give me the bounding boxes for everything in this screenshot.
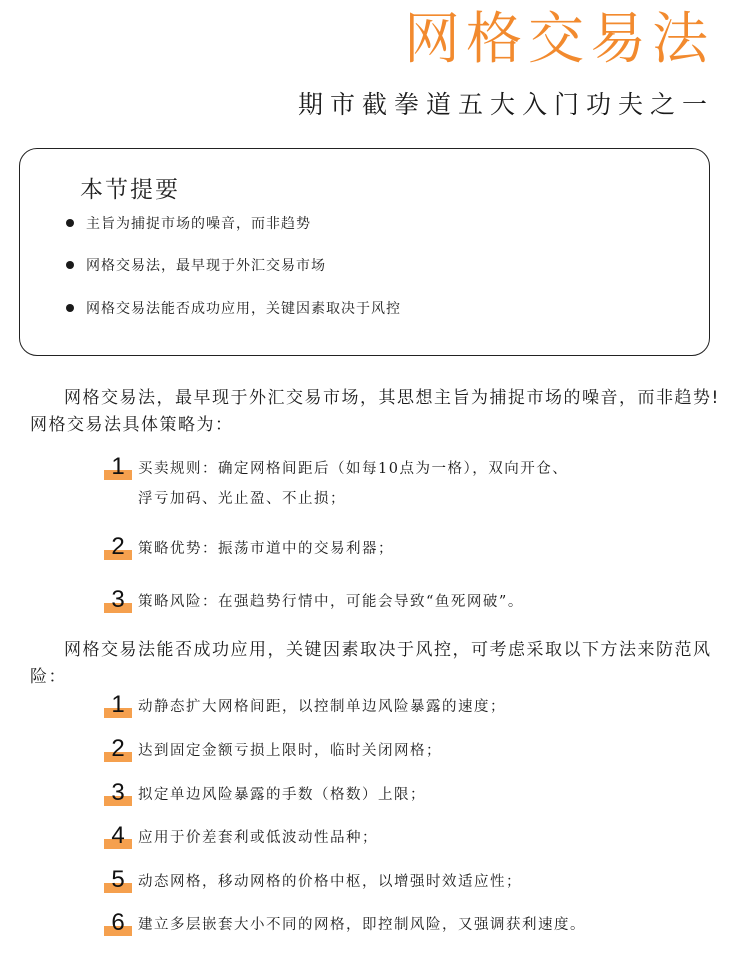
summary-item-text: 网格交易法，最早现于外汇交易市场: [86, 258, 326, 274]
number-marker: [104, 779, 132, 808]
strategy-line-1: 策略优势：振荡市道中的交易利器；: [138, 541, 394, 557]
summary-box: [19, 148, 710, 356]
method-item: [104, 691, 506, 722]
page-subtitle: 期市截拳道五大入门功夫之一: [297, 90, 714, 119]
strategy-line-1: 策略风险：在强趋势行情中，可能会导致“鱼死网破”。: [138, 594, 524, 610]
bullet-icon: [66, 261, 74, 269]
marker-number: 3: [111, 586, 125, 613]
marker-number: 4: [111, 822, 125, 849]
strategy-line-2: 浮亏加码、光止盈、不止损；: [138, 491, 346, 507]
number-marker: [104, 909, 132, 938]
intro-paragraph: 网格交易法，最早现于外汇交易市场，其思想主旨为捕捉市场的噪音，而非趋势!网格交易法具体策略为：: [30, 388, 720, 435]
marker-number: 1: [111, 691, 125, 718]
method-item: [104, 735, 442, 766]
method-text: 达到固定金额亏损上限时，临时关闭网格；: [138, 743, 442, 759]
summary-item-text: 主旨为捕捉市场的噪音，而非趋势: [86, 216, 311, 232]
number-marker: [104, 735, 132, 764]
strategy-text: [138, 534, 394, 564]
marker-number: 1: [111, 453, 125, 480]
summary-item: [66, 213, 311, 233]
strategy-item: [104, 453, 569, 514]
number-marker: [104, 533, 132, 562]
method-item: [104, 822, 378, 853]
number-marker: [104, 866, 132, 895]
marker-number: 2: [111, 735, 125, 762]
bullet-icon: [66, 304, 74, 312]
method-text: 动态网格，移动网格的价格中枢，以增强时效适应性；: [138, 874, 522, 890]
method-item: [104, 866, 522, 897]
method-item: [104, 909, 586, 940]
risk-paragraph: 网格交易法能否成功应用，关键因素取决于风控，可考虑采取以下方法来防范风险：: [30, 640, 712, 687]
number-marker: [104, 453, 132, 482]
method-text: 应用于价差套利或低波动性品种；: [138, 830, 378, 846]
summary-item-text: 网格交易法能否成功应用，关键因素取决于风控: [86, 301, 401, 317]
page-title: 网格交易法: [404, 7, 714, 72]
marker-number: 6: [111, 909, 125, 936]
marker-number: 3: [111, 779, 125, 806]
method-text: 建立多层嵌套大小不同的网格，即控制风险，又强调获利速度。: [138, 917, 586, 933]
method-item: [104, 779, 426, 810]
marker-number: 5: [111, 866, 125, 893]
summary-item: [66, 255, 326, 275]
number-marker: [104, 586, 132, 615]
strategy-item: [104, 586, 524, 617]
summary-heading: 本节提要: [80, 177, 180, 203]
strategy-text: [138, 454, 568, 514]
strategy-text: [138, 587, 524, 617]
strategy-item: [104, 533, 394, 564]
method-text: 动静态扩大网格间距，以控制单边风险暴露的速度；: [138, 699, 506, 715]
marker-number: 2: [111, 533, 125, 560]
strategy-line-1: 买卖规则：确定网格间距后（如每10点为一格），双向开仓、: [138, 461, 569, 477]
bullet-icon: [66, 219, 74, 227]
summary-item: [66, 298, 401, 318]
number-marker: [104, 691, 132, 720]
number-marker: [104, 822, 132, 851]
method-text: 拟定单边风险暴露的手数（格数）上限；: [138, 787, 426, 803]
